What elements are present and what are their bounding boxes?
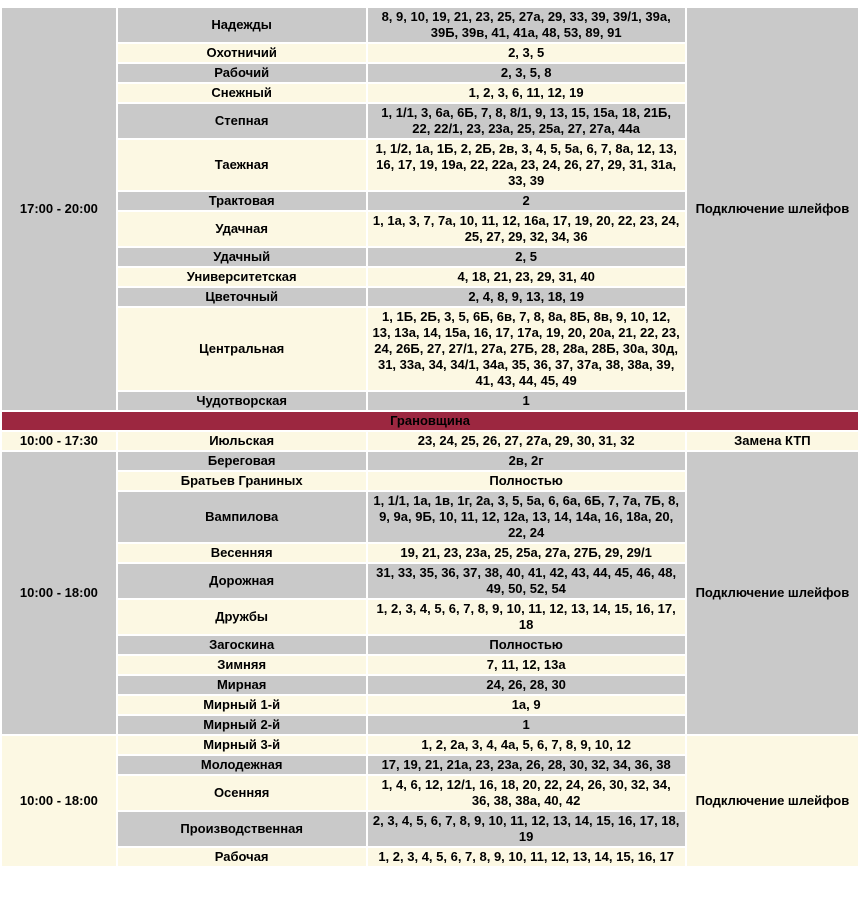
house-numbers-cell: 1, 2, 3, 4, 5, 6, 7, 8, 9, 10, 11, 12, 13, 14, 15, 16, 17: [368, 848, 685, 866]
street-cell: Дорожная: [118, 564, 366, 598]
schedule-row: [2, 452, 858, 470]
house-numbers-cell: 24, 26, 28, 30: [368, 676, 685, 694]
house-numbers-cell: 2, 4, 8, 9, 13, 18, 19: [368, 288, 685, 306]
outage-schedule-table: [0, 6, 860, 868]
street-cell: Мирный 1-й: [118, 696, 366, 714]
house-numbers-cell: 1: [368, 392, 685, 410]
street-cell: Цветочный: [118, 288, 366, 306]
street-cell: Надежды: [118, 8, 366, 42]
street-cell: Рабочая: [118, 848, 366, 866]
house-numbers-cell: 2, 3, 5: [368, 44, 685, 62]
street-cell: Чудотворская: [118, 392, 366, 410]
house-numbers-cell: 1: [368, 716, 685, 734]
street-cell: Охотничий: [118, 44, 366, 62]
street-cell: Братьев Граниных: [118, 472, 366, 490]
street-cell: Береговая: [118, 452, 366, 470]
street-cell: Загоскина: [118, 636, 366, 654]
house-numbers-cell: 1а, 9: [368, 696, 685, 714]
house-numbers-cell: 1, 1/1, 3, 6а, 6Б, 7, 8, 8/1, 9, 13, 15, 15а, 18, 21Б, 22, 22/1, 23, 23а, 25, 25а, 27, 27а, 44а: [368, 104, 685, 138]
house-numbers-cell: 8, 9, 10, 19, 21, 23, 25, 27а, 29, 33, 39, 39/1, 39а, 39Б, 39в, 41, 41а, 48, 53, 89, 91: [368, 8, 685, 42]
street-cell: Осенняя: [118, 776, 366, 810]
street-cell: Центральная: [118, 308, 366, 390]
house-numbers-cell: 1, 2, 3, 6, 11, 12, 19: [368, 84, 685, 102]
house-numbers-cell: 1, 2, 3, 4, 5, 6, 7, 8, 9, 10, 11, 12, 13, 14, 15, 16, 17, 18: [368, 600, 685, 634]
house-numbers-cell: 31, 33, 35, 36, 37, 38, 40, 41, 42, 43, 44, 45, 46, 48, 49, 50, 52, 54: [368, 564, 685, 598]
house-numbers-cell: 1, 4, 6, 12, 12/1, 16, 18, 20, 22, 24, 26, 30, 32, 34, 36, 38, 38а, 40, 42: [368, 776, 685, 810]
house-numbers-cell: 17, 19, 21, 21а, 23, 23а, 26, 28, 30, 32, 34, 36, 38: [368, 756, 685, 774]
section-header-row: [2, 412, 858, 430]
schedule-row: [2, 8, 858, 42]
street-cell: Удачная: [118, 212, 366, 246]
street-cell: Дружбы: [118, 600, 366, 634]
street-cell: Мирный 2-й: [118, 716, 366, 734]
street-cell: Университетская: [118, 268, 366, 286]
work-type-cell: Подключение шлейфов: [687, 736, 858, 866]
time-cell: 10:00 - 18:00: [2, 452, 116, 734]
house-numbers-cell: 2в, 2г: [368, 452, 685, 470]
street-cell: Степная: [118, 104, 366, 138]
work-type-cell: Замена КТП: [687, 432, 858, 450]
house-numbers-cell: 1, 2, 2а, 3, 4, 4а, 5, 6, 7, 8, 9, 10, 12: [368, 736, 685, 754]
house-numbers-cell: Полностью: [368, 636, 685, 654]
house-numbers-cell: 1, 1/2, 1а, 1Б, 2, 2Б, 2в, 3, 4, 5, 5а, 6, 7, 8а, 12, 13, 16, 17, 19, 19а, 22, 22а, 23, 24, 26, 27, 29, 31, 31а, 33, 39: [368, 140, 685, 190]
outage-table-body: [2, 8, 858, 866]
house-numbers-cell: 1, 1Б, 2Б, 3, 5, 6Б, 6в, 7, 8, 8а, 8Б, 8в, 9, 10, 12, 13, 13а, 14, 15а, 16, 17, 17а, 19, 20, 20а, 21, 22, 23, 24, 26Б, 27, 27/1, 27а, 27Б, 28, 28а, 28Б, 30а, 30д, 31, 33а, 34, 34/1, 34а, 35, 36, 37, 37а, 38, 38а, 39, 41, 43, 44, 45, 49: [368, 308, 685, 390]
section-header-label: Грановщина: [2, 412, 858, 430]
street-cell: Мирный 3-й: [118, 736, 366, 754]
street-cell: Снежный: [118, 84, 366, 102]
street-cell: Мирная: [118, 676, 366, 694]
street-cell: Весенняя: [118, 544, 366, 562]
time-cell: 10:00 - 18:00: [2, 736, 116, 866]
house-numbers-cell: 2, 3, 5, 8: [368, 64, 685, 82]
work-type-cell: Подключение шлейфов: [687, 8, 858, 410]
street-cell: Вампилова: [118, 492, 366, 542]
street-cell: Трактовая: [118, 192, 366, 210]
house-numbers-cell: 19, 21, 23, 23а, 25, 25а, 27а, 27Б, 29, 29/1: [368, 544, 685, 562]
street-cell: Производственная: [118, 812, 366, 846]
street-cell: Зимняя: [118, 656, 366, 674]
house-numbers-cell: 2: [368, 192, 685, 210]
house-numbers-cell: 7, 11, 12, 13а: [368, 656, 685, 674]
street-cell: Июльская: [118, 432, 366, 450]
schedule-row: [2, 432, 858, 450]
time-cell: 17:00 - 20:00: [2, 8, 116, 410]
house-numbers-cell: 4, 18, 21, 23, 29, 31, 40: [368, 268, 685, 286]
street-cell: Таежная: [118, 140, 366, 190]
house-numbers-cell: 2, 3, 4, 5, 6, 7, 8, 9, 10, 11, 12, 13, 14, 15, 16, 17, 18, 19: [368, 812, 685, 846]
house-numbers-cell: 1, 1а, 3, 7, 7а, 10, 11, 12, 16а, 17, 19, 20, 22, 23, 24, 25, 27, 29, 32, 34, 36: [368, 212, 685, 246]
house-numbers-cell: 2, 5: [368, 248, 685, 266]
street-cell: Рабочий: [118, 64, 366, 82]
work-type-cell: Подключение шлейфов: [687, 452, 858, 734]
street-cell: Удачный: [118, 248, 366, 266]
time-cell: 10:00 - 17:30: [2, 432, 116, 450]
house-numbers-cell: Полностью: [368, 472, 685, 490]
schedule-row: [2, 736, 858, 754]
house-numbers-cell: 23, 24, 25, 26, 27, 27а, 29, 30, 31, 32: [368, 432, 685, 450]
street-cell: Молодежная: [118, 756, 366, 774]
house-numbers-cell: 1, 1/1, 1а, 1в, 1г, 2а, 3, 5, 5а, 6, 6а, 6Б, 7, 7а, 7Б, 8, 9, 9а, 9Б, 10, 11, 12, 12а, 13, 14, 14а, 16, 18а, 20, 22, 24: [368, 492, 685, 542]
